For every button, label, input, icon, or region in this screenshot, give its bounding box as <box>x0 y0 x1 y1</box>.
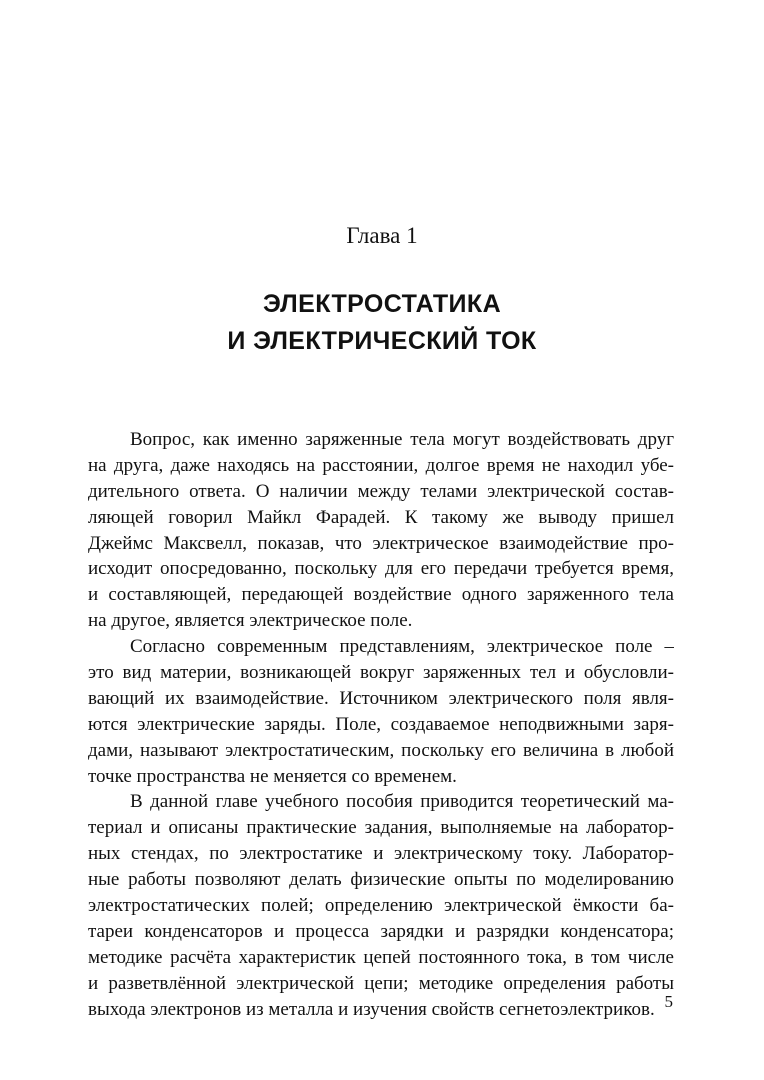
text-line: и разветвлённой электрической цепи; методике определения работы <box>88 972 674 994</box>
text-line: вающий их взаимодействие. Источником электрического поля явля- <box>88 687 674 709</box>
text-line: и составляющей, передающей воздействие одного заряженного тела <box>88 584 674 606</box>
text-line: это вид материи, возникающей вокруг заряженных тел и обусловли- <box>88 662 674 684</box>
text-line: ляющей говорил Майкл Фарадей. К такому же выводу пришел <box>88 506 674 528</box>
text-line: териал и описаны практические задания, выполняемые на лаборатор- <box>88 817 674 839</box>
text-line: тареи конденсаторов и процесса зарядки и разрядки конденсатора; <box>88 920 674 942</box>
text-line: ются электрические заряды. Поле, создаваемое неподвижными заря- <box>88 713 674 735</box>
text-line: методике расчёта характеристик цепей постоянного тока, в том числе <box>88 946 674 968</box>
text-line: дительного ответа. О наличии между телами электрической состав- <box>88 480 674 502</box>
chapter-label: Глава 1 <box>346 223 418 248</box>
text-line: электростатических полей; определению электрической ёмкости ба- <box>88 895 674 917</box>
body-text <box>88 427 674 1022</box>
text-line: ные работы позволяют делать физические опыты по моделированию <box>88 869 674 891</box>
paragraph-3 <box>88 789 674 1022</box>
text-line: ных стендах, по электростатике и электрическому току. Лаборатор- <box>88 843 674 865</box>
page-number: 5 <box>664 992 673 1011</box>
paragraph-2 <box>88 634 674 789</box>
text-line: точке пространства не меняется со временем. <box>88 765 457 787</box>
chapter-title <box>0 286 764 360</box>
text-line: Согласно современным представлениям, электрическое поле – <box>130 636 674 658</box>
text-line: на друга, даже находясь на расстоянии, долгое время не находил убе- <box>88 454 674 476</box>
text-line: Вопрос, как именно заряженные тела могут воздействовать друг <box>130 429 674 450</box>
text-line: выхода электронов из металла и изучения свойств сегнетоэлектриков. <box>88 998 655 1020</box>
chapter-title-line: И ЭЛЕКТРИЧЕСКИЙ ТОК <box>227 327 537 355</box>
paragraph-1 <box>88 427 674 634</box>
text-line: В данной главе учебного пособия приводится теоретический ма- <box>130 791 674 813</box>
text-line: на другое, является электрическое поле. <box>88 610 413 632</box>
text-line: исходит опосредованно, поскольку для его передачи требуется время, <box>88 558 674 580</box>
text-line: дами, называют электростатическим, поскольку его величина в любой <box>88 739 674 761</box>
chapter-title-line: ЭЛЕКТРОСТАТИКА <box>262 290 502 318</box>
text-line: Джеймс Максвелл, показав, что электрическое взаимодействие про- <box>88 532 674 554</box>
